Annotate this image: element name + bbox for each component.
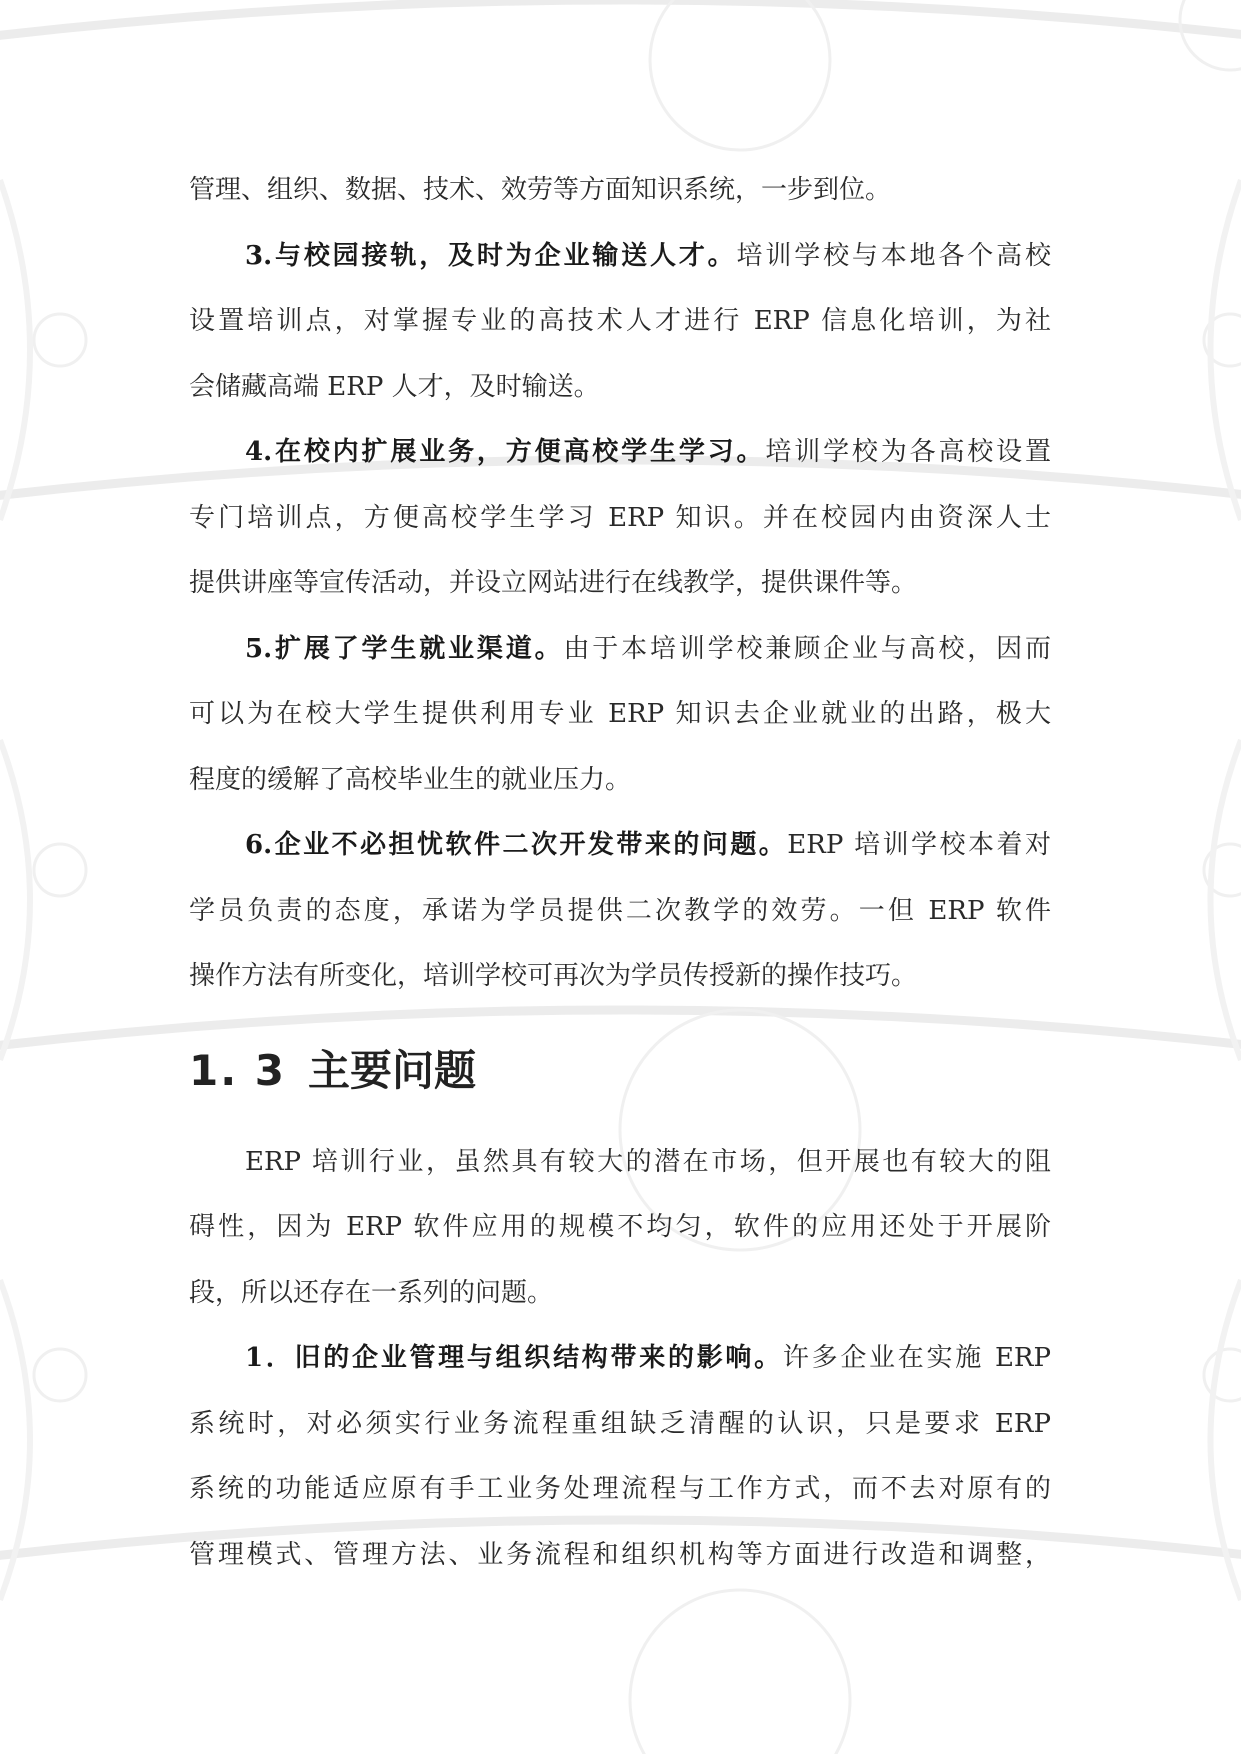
text-line: 可以为在校大学生提供利用专业 ERP 知识去企业就业的出路，极大 [189,699,1051,729]
text-line [189,1326,1051,1392]
document-body [189,158,1051,1588]
text-line: 程度的缓解了高校毕业生的就业压力。 [189,764,632,795]
text-line: 学员负责的态度，承诺为学员提供二次教学的效劳。一但 ERP 软件 [189,895,1051,926]
text-line: 管理模式、管理方法、业务流程和组织机构等方面进行改造和调整， [189,1539,1051,1570]
paragraph-item-3 [189,224,1051,421]
section-number: 1. 3 [189,1045,287,1095]
text-line [189,224,1051,290]
item-text: 培训学校为各高校设置 [765,437,1051,467]
text-line: 专门培训点，方便高校学生学习 ERP 知识。并在校园内由资深人士 [189,502,1051,533]
text-line: 段，所以还存在一系列的问题。 [189,1277,554,1308]
item-lead: 3.与校园接轨，及时为企业输送人才。 [245,240,737,271]
text-line: 操作方法有所变化，培训学校可再次为学员传授新的操作技巧。 [189,961,918,991]
paragraph-item-5 [189,617,1051,814]
item-text: 许多企业在实施 ERP [782,1343,1051,1373]
section-heading [189,1010,1051,1130]
paragraph-item-6 [189,813,1051,1010]
item-lead: 4.在校内扩展业务，方便高校学生学习。 [245,437,766,467]
section-title: 主要问题 [308,1045,477,1095]
item-text: ERP 培训学校本着对 [787,830,1051,860]
item-text: 培训学校与本地各个高校 [736,240,1051,271]
item-text: 由于本培训学校兼顾企业与高校，因而 [563,633,1051,664]
text-line: ERP 培训行业，虽然具有较大的潜在市场，但开展也有较大的阻 [245,1146,1051,1177]
paragraph-continuation [189,158,1051,224]
item-lead: 6.企业不必担忧软件二次开发带来的问题。 [245,830,788,860]
item-lead: 5.扩展了学生就业渠道。 [245,633,564,664]
text-line: 系统时，对必须实行业务流程重组缺乏清醒的认识，只是要求 ERP [189,1408,1051,1439]
text-line: 碍性，因为 ERP 软件应用的规模不均匀，软件的应用还处于开展阶 [189,1212,1051,1242]
item-lead: 1．旧的企业管理与组织结构带来的影响。 [245,1343,783,1373]
text-line: 设置培训点，对掌握专业的高技术人才进行 ERP 信息化培训，为社 [189,306,1051,336]
text-line [189,420,1051,486]
text-line [189,813,1051,879]
text-line: 管理、组织、数据、技术、效劳等方面知识系统，一步到位。 [189,175,892,205]
text-line: 会储藏高端 ERP 人才，及时输送。 [189,371,600,402]
paragraph-problem-1 [189,1326,1051,1588]
paragraph-intro [189,1130,1051,1327]
text-line [189,617,1051,683]
text-line: 提供讲座等宣传活动，并设立网站进行在线教学，提供课件等。 [189,568,918,598]
paragraph-item-4 [189,420,1051,617]
text-line: 系统的功能适应原有手工业务处理流程与工作方式，而不去对原有的 [189,1474,1051,1504]
